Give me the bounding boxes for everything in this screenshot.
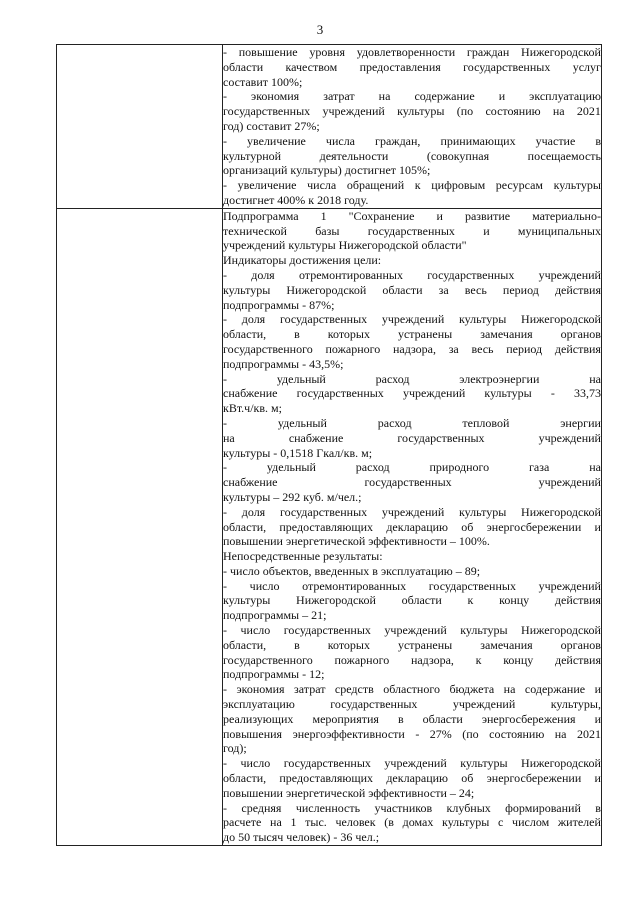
right-cell-2: [223, 208, 602, 845]
word: надзора,: [392, 341, 436, 356]
word: в: [595, 133, 601, 148]
word: культуры: [223, 282, 271, 297]
word: бюджета: [449, 682, 495, 697]
text-line: подпрограммы - 12;: [223, 667, 325, 682]
word: (в: [384, 815, 394, 830]
word: концу: [499, 593, 530, 608]
text-line: учреждений культуры Нижегородской области": [223, 238, 467, 253]
word: культуры: [460, 756, 508, 771]
word: числа: [307, 178, 337, 193]
word: и: [483, 223, 490, 238]
word: областного: [383, 682, 440, 697]
word: повышения: [223, 726, 283, 741]
word: -: [223, 623, 227, 638]
word: числом: [512, 815, 550, 830]
word: государственных: [296, 386, 384, 401]
text-line: [223, 815, 601, 830]
text-line: [223, 372, 601, 387]
word: устранены: [397, 327, 453, 342]
word: надзора,: [410, 652, 454, 667]
word: расход: [377, 415, 412, 430]
text-line: [223, 653, 601, 668]
word: -: [223, 133, 227, 148]
word: действия: [554, 593, 601, 608]
indicators-table: [56, 44, 602, 846]
word: на: [552, 104, 565, 119]
word: учреждений: [381, 504, 445, 519]
text-line: [223, 209, 601, 224]
word: снабжение: [288, 430, 344, 445]
word: культуры: [223, 593, 271, 608]
word: декларацию: [386, 519, 449, 534]
word: (по: [456, 104, 474, 119]
text-line: [223, 460, 601, 475]
word: граждан,: [375, 133, 421, 148]
word: средств: [334, 682, 374, 697]
word: тыс.: [305, 815, 327, 830]
text-line: [223, 756, 601, 771]
text-line: [223, 579, 601, 594]
word: -: [223, 460, 227, 475]
table-row-2: [57, 208, 602, 845]
word: увеличение: [237, 178, 297, 193]
word: расход: [355, 460, 390, 475]
word: -: [415, 726, 420, 741]
text-line: [223, 386, 601, 401]
word: доля: [241, 504, 266, 519]
word: за: [448, 341, 459, 356]
word: -: [223, 267, 227, 282]
word: газа: [529, 460, 550, 475]
word: культуры: [397, 104, 445, 119]
word: и: [594, 771, 601, 786]
word: удельный: [276, 371, 326, 386]
text-line: до 50 тысяч человек) - 36 чел.;: [223, 830, 380, 845]
text-line: [223, 60, 601, 75]
word: -: [223, 682, 227, 697]
text-line: [223, 312, 601, 327]
word: "Сохранение: [348, 208, 415, 223]
word: цифровым: [431, 178, 486, 193]
word: культуры: [460, 623, 508, 638]
text-line: [223, 327, 601, 342]
text-line: подпрограммы - 87%;: [223, 297, 335, 312]
text-line: Индикаторы достижения цели:: [223, 253, 382, 268]
text-line: [223, 431, 601, 446]
word: -: [223, 578, 227, 593]
word: области: [223, 59, 264, 74]
word: государственных: [397, 430, 485, 445]
word: государственных: [427, 267, 515, 282]
left-cell-1: [57, 45, 223, 209]
word: отремонтированных: [298, 267, 403, 282]
word: обращений: [346, 178, 405, 193]
word: повышение: [238, 45, 298, 59]
word: государственных: [364, 475, 452, 490]
word: учреждений: [538, 578, 601, 593]
word: средняя: [241, 800, 282, 815]
word: -: [223, 45, 227, 59]
text-line: [223, 134, 601, 149]
word: и: [594, 682, 601, 697]
word: отремонтированных: [302, 578, 407, 593]
text-line: культуры – 292 куб. м/чел.;: [223, 489, 362, 504]
word: культуры: [442, 815, 490, 830]
word: к: [475, 652, 482, 667]
word: области: [401, 593, 442, 608]
word: учреждений: [538, 267, 601, 282]
word: -: [550, 386, 555, 401]
word: действия: [554, 282, 601, 297]
word: материально-: [532, 208, 601, 223]
word: -: [223, 504, 227, 519]
word: (совокупная: [426, 148, 490, 163]
word: Нижегородской: [296, 593, 376, 608]
word: экономия: [236, 682, 285, 697]
text-line: [223, 268, 601, 283]
word: принимающих: [440, 133, 516, 148]
word: 2021: [576, 726, 601, 741]
word: жителей: [557, 815, 601, 830]
word: доля: [241, 312, 266, 327]
word: число: [249, 578, 280, 593]
cell-text-block: [223, 209, 601, 845]
word: базы: [315, 223, 340, 238]
word: -: [223, 312, 227, 327]
left-cell-2: [57, 208, 223, 845]
word: -: [223, 89, 227, 104]
word: на: [554, 726, 567, 741]
word: Нижегородской: [521, 312, 601, 327]
word: состоянию: [489, 726, 545, 741]
word: и: [436, 208, 443, 223]
word: государственных: [283, 623, 371, 638]
word: удовлетворенности: [356, 45, 456, 59]
word: содержание: [414, 89, 475, 104]
word: развитие: [464, 208, 511, 223]
text-line: составит 100%;: [223, 74, 303, 89]
word: расход: [375, 371, 410, 386]
text-line: [223, 416, 601, 431]
word: 1: [290, 815, 297, 830]
word: весь: [464, 282, 487, 297]
word: 27%: [429, 726, 452, 741]
word: государственных: [223, 104, 311, 119]
text-line: [223, 283, 601, 298]
word: природного: [429, 460, 490, 475]
word: государственных: [279, 312, 368, 327]
word: число: [240, 756, 271, 771]
text-line: [223, 149, 601, 164]
word: удельный: [277, 415, 327, 430]
word: Нижегородской: [521, 504, 601, 519]
word: состоянию: [485, 104, 541, 119]
word: тепловой: [462, 415, 510, 430]
word: действия: [554, 652, 601, 667]
word: культуры: [553, 178, 601, 193]
word: энергии: [560, 415, 601, 430]
word: которых: [327, 327, 370, 342]
word: число: [240, 623, 271, 638]
word: (по: [462, 726, 479, 741]
word: числа: [325, 133, 356, 148]
word: государственного: [223, 652, 313, 667]
word: замечания: [480, 637, 533, 652]
word: 33,73: [573, 386, 601, 401]
word: 1: [320, 208, 327, 223]
word: на: [589, 371, 601, 386]
text-line: достигнет 400% к 2018 году.: [223, 192, 369, 207]
text-line: [223, 697, 601, 712]
word: электроэнергии: [459, 371, 540, 386]
word: Нижегородской: [521, 45, 601, 59]
word: энергоэффективности: [292, 726, 405, 741]
word: энергосбережении: [486, 771, 582, 786]
word: государственных: [428, 578, 516, 593]
word: учреждений: [538, 430, 601, 445]
text-line: [223, 520, 601, 535]
text-line: [223, 505, 601, 520]
word: и: [594, 711, 601, 726]
text-line: [223, 104, 601, 119]
word: затрат: [323, 89, 355, 104]
word: деятельности: [319, 148, 389, 163]
word: органов: [560, 637, 601, 652]
word: в: [294, 637, 300, 652]
text-line: [223, 178, 601, 193]
cell-text-block: [223, 45, 601, 208]
word: культуры: [459, 312, 507, 327]
word: участие: [535, 133, 576, 148]
word: качеством: [285, 59, 338, 74]
word: области: [422, 711, 463, 726]
word: концу: [503, 652, 534, 667]
text-line: [223, 623, 601, 638]
word: пожарного: [325, 341, 381, 356]
text-line: год);: [223, 741, 247, 756]
text-line: [223, 801, 601, 816]
word: на: [589, 460, 601, 475]
word: эксплуатацию: [529, 89, 601, 104]
word: государственных: [279, 504, 368, 519]
word: на: [270, 815, 282, 830]
word: области,: [223, 519, 267, 534]
word: экономия: [251, 89, 300, 104]
word: к: [414, 178, 421, 193]
text-line: повышении энергетической эффективности – 100%.: [223, 534, 490, 549]
word: которых: [327, 637, 370, 652]
text-line: подпрограммы – 21;: [223, 608, 327, 623]
word: учреждений: [402, 386, 466, 401]
word: и: [594, 519, 601, 534]
text-line: [223, 593, 601, 608]
word: на: [378, 89, 391, 104]
word: период: [502, 282, 539, 297]
word: в: [595, 800, 601, 815]
word: на: [503, 682, 516, 697]
word: области,: [223, 637, 267, 652]
word: период: [506, 341, 543, 356]
word: на: [223, 430, 235, 445]
word: об: [461, 519, 474, 534]
word: пожарного: [334, 652, 390, 667]
word: государственных: [283, 756, 371, 771]
word: учреждений: [381, 312, 445, 327]
text-line: [223, 727, 601, 742]
word: численность: [295, 800, 361, 815]
word: области,: [223, 771, 267, 786]
word: государственных: [463, 59, 551, 74]
word: к: [467, 593, 474, 608]
text-line: повышении энергетической эффективности – 24;: [223, 785, 475, 800]
word: в: [397, 711, 404, 726]
word: за: [438, 282, 449, 297]
word: предоставления: [359, 59, 441, 74]
word: домах: [402, 815, 434, 830]
word: содержание: [524, 682, 586, 697]
word: увеличение: [247, 133, 306, 148]
word: области,: [223, 327, 267, 342]
word: 2021: [576, 104, 601, 119]
word: мероприятия: [312, 711, 379, 726]
word: учреждений: [452, 697, 516, 712]
word: реализующих: [223, 711, 294, 726]
word: снабжение: [223, 386, 278, 401]
word: ресурсам: [495, 178, 543, 193]
text-line: - число объектов, введенных в эксплуатацию – 89;: [223, 563, 481, 578]
text-line: [223, 342, 601, 357]
word: -: [223, 756, 227, 771]
word: культурной: [223, 148, 282, 163]
word: культуры: [459, 504, 507, 519]
text-line: подпрограммы - 43,5%;: [223, 356, 344, 371]
text-line: [223, 45, 601, 60]
page-number: 3: [316, 22, 324, 37]
word: посещаемость: [527, 148, 601, 163]
word: с: [498, 815, 504, 830]
word: -: [223, 415, 227, 430]
word: действия: [554, 341, 601, 356]
word: учреждений: [384, 756, 447, 771]
word: Нижегородской: [286, 282, 367, 297]
word: Нижегородской: [521, 756, 601, 771]
word: -: [223, 800, 227, 815]
word: муниципальных: [517, 223, 601, 238]
word: замечания: [480, 327, 533, 342]
text-line: [223, 771, 601, 786]
word: области: [382, 282, 423, 297]
text-line: [223, 475, 601, 490]
word: органов: [560, 327, 601, 342]
word: участников: [374, 800, 433, 815]
word: доля: [251, 267, 275, 282]
word: декларацию: [386, 771, 449, 786]
word: предоставляющих: [279, 771, 374, 786]
word: устранены: [397, 637, 453, 652]
word: об: [461, 771, 474, 786]
word: государственных: [330, 697, 418, 712]
text-line: культуры - 0,1518 Гкал/кв. м;: [223, 445, 373, 460]
table-row-1: [57, 45, 602, 209]
word: снабжение: [223, 475, 278, 490]
word: учреждений: [384, 623, 447, 638]
word: клубных: [446, 800, 491, 815]
word: удельный: [266, 460, 316, 475]
word: расчете: [223, 815, 262, 830]
word: в: [294, 327, 300, 342]
text-line: [223, 224, 601, 239]
word: государственных: [367, 223, 455, 238]
text-line: кВт.ч/кв. м;: [223, 401, 282, 416]
right-cell-1: [223, 45, 602, 209]
word: государственного: [223, 341, 313, 356]
word: культуры: [484, 386, 532, 401]
word: уровня: [309, 45, 345, 59]
word: граждан: [466, 45, 510, 59]
text-line: [223, 638, 601, 653]
word: формирований: [505, 800, 581, 815]
word: весь: [471, 341, 494, 356]
text-line: [223, 89, 601, 104]
text-line: [223, 682, 601, 697]
text-line: Непосредственные результаты:: [223, 549, 383, 564]
word: затрат: [294, 682, 326, 697]
word: энергосбережения: [481, 711, 576, 726]
word: учреждений: [322, 104, 385, 119]
word: энергосбережении: [486, 519, 582, 534]
word: эксплуатацию: [223, 697, 295, 712]
word: Нижегородской: [521, 623, 601, 638]
word: предоставляющих: [279, 519, 374, 534]
word: технической: [223, 223, 287, 238]
word: учреждений: [538, 475, 601, 490]
text-line: [223, 712, 601, 727]
text-line: год) составит 27%;: [223, 118, 320, 133]
word: услуг: [572, 59, 601, 74]
text-line: организаций культуры) достигнет 105%;: [223, 163, 431, 178]
word: -: [223, 178, 227, 193]
word: культуры,: [550, 697, 601, 712]
word: человек: [335, 815, 376, 830]
word: и: [498, 89, 506, 104]
word: Подпрограмма: [223, 208, 299, 223]
word: -: [223, 371, 227, 386]
